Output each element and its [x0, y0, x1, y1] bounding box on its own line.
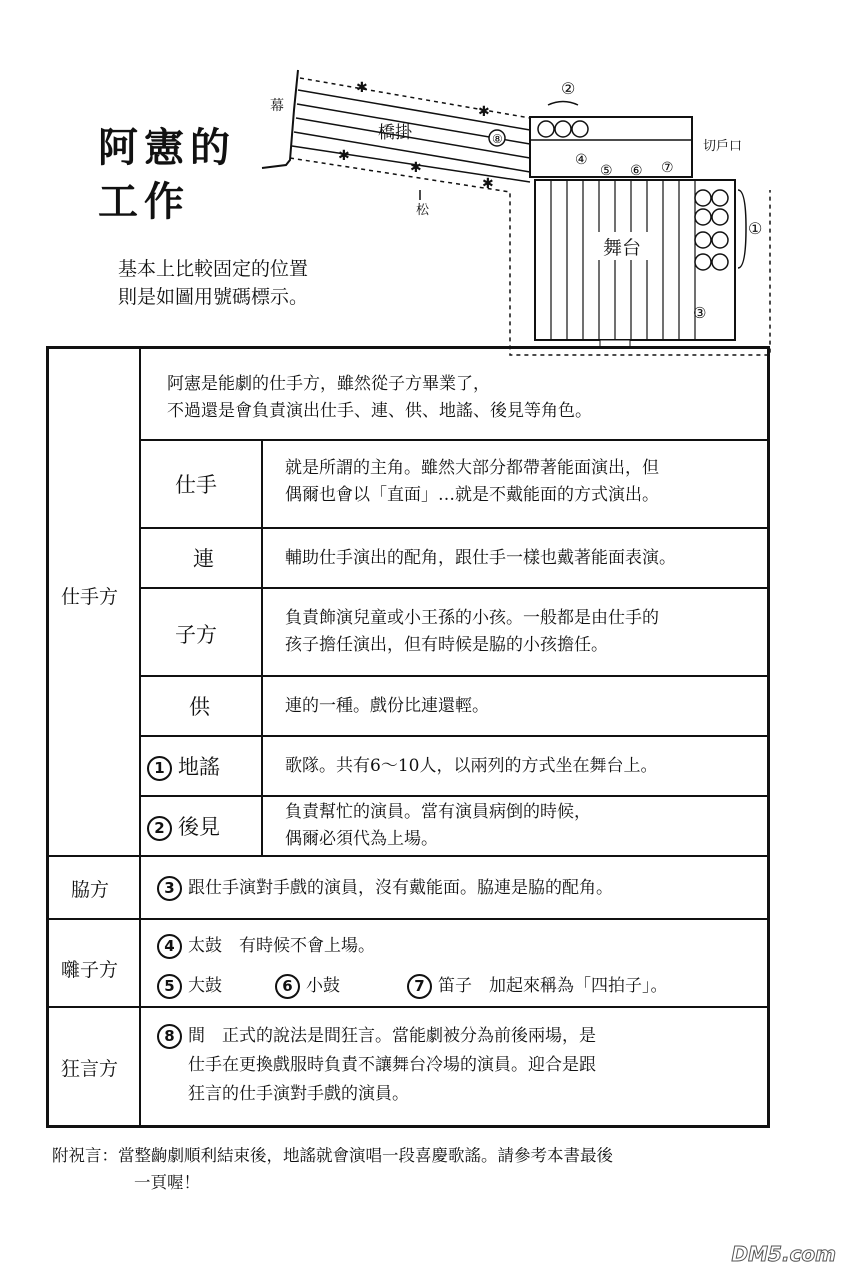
role-kokata-name: 子方 [175, 623, 217, 647]
hayashi-fue: 7 笛子 加起來稱為「四拍子」。 [407, 973, 668, 1000]
group-hayashi-kata: 囃子方 [61, 959, 119, 981]
role-tsure-desc-1: 輔助仕手演出的配角，跟仕手一樣也戴著能面表演。 [285, 548, 676, 568]
role-kokata-desc-2: 孩子擔任演出，但有時候是脇的小孩擔任。 [285, 635, 608, 655]
number-2-icon: 2 [147, 816, 172, 841]
marker-2: ② [561, 79, 576, 98]
marker-5: ⑤ [600, 163, 613, 179]
role-koken-name: 2 後見 [147, 811, 220, 841]
marker-3: ③ [693, 304, 707, 322]
marker-4: ④ [575, 152, 588, 168]
svg-text:✱: ✱ [478, 104, 490, 120]
hayashi-kotsuzumi: 6 小鼓 [275, 973, 340, 1000]
svg-text:✱: ✱ [410, 160, 422, 176]
marker-7: ⑦ [661, 160, 674, 176]
roles-table [46, 346, 770, 1128]
footer-line-1: 附祝言：當整齣劇順利結束後，地謠就會演唱一段喜慶歌謠。請參考本書最後 [52, 1146, 613, 1165]
intro-line-2: 不過還是會負責演出仕手、連、供、地謠、後見等角色。 [167, 401, 592, 421]
stage-diagram [0, 0, 850, 370]
number-8-icon: 8 [157, 1024, 182, 1049]
stage-label: 舞台 [603, 237, 642, 259]
hayashi-otsuzumi: 5 大鼓 [157, 973, 222, 1000]
role-jiutai-name: 1 地謠 [147, 751, 220, 781]
role-tomo-name: 供 [189, 695, 210, 719]
role-koken-desc-2: 偶爾必須代為上場。 [285, 829, 438, 849]
title-line-2: 工作 [98, 178, 190, 225]
group-kyogen-kata: 狂言方 [61, 1058, 119, 1080]
pine-label: 松 [416, 203, 430, 218]
number-4-icon: 4 [157, 934, 182, 959]
title-line-1: 阿憲的 [98, 124, 236, 171]
kyogen-line-3: 狂言的仕手演對手戲的演員。 [188, 1084, 409, 1104]
hayashi-taiko: 4 太鼓 有時候不會上場。 [157, 933, 375, 960]
number-3-icon: 3 [157, 876, 182, 901]
subtitle-line-1: 基本上比較固定的位置 [118, 258, 309, 280]
role-shite-name: 仕手 [175, 473, 217, 497]
group-waki-kata: 脇方 [71, 879, 110, 901]
group-shite-kata: 仕手方 [61, 586, 119, 608]
role-shite-desc-2: 偶爾也會以「直面」…就是不戴能面的方式演出。 [285, 485, 659, 505]
role-shite-desc-1: 就是所謂的主角。雖然大部分都帶著能面演出，但 [285, 458, 659, 478]
svg-text:✱: ✱ [356, 80, 368, 96]
intro-line-1: 阿憲是能劇的仕手方，雖然從子方畢業了， [167, 374, 490, 394]
bridge-label: 橋掛 [378, 123, 412, 143]
marker-1: ① [748, 219, 763, 238]
role-koken-desc-1: 負責幫忙的演員。當有演員病倒的時候， [285, 802, 591, 822]
number-5-icon: 5 [157, 974, 182, 999]
role-kokata-desc-1: 負責飾演兒童或小王孫的小孩。一般都是由仕手的 [285, 608, 659, 628]
svg-text:✱: ✱ [338, 148, 350, 164]
number-6-icon: 6 [275, 974, 300, 999]
role-jiutai-desc-1: 歌隊。共有6～10人，以兩列的方式坐在舞台上。 [285, 756, 658, 776]
svg-text:✱: ✱ [482, 176, 494, 192]
role-tsure-name: 連 [193, 547, 214, 571]
number-7-icon: 7 [407, 974, 432, 999]
curtain-label: 幕 [270, 98, 284, 114]
watermark-logo: DM5.com [731, 1242, 836, 1266]
number-1-icon: 1 [147, 756, 172, 781]
kyogen-line-1: 8 間 正式的說法是間狂言。當能劇被分為前後兩場，是 [157, 1023, 596, 1050]
footer-line-2: 一頁喔！ [134, 1173, 200, 1192]
subtitle-line-2: 則是如圖用號碼標示。 [118, 286, 309, 308]
kyogen-line-2: 仕手在更換戲服時負責不讓舞台冷場的演員。迎合是跟 [188, 1055, 596, 1075]
marker-8: ⑧ [492, 132, 503, 146]
role-tomo-desc-1: 連的一種。戲份比連還輕。 [285, 696, 489, 716]
waki-text: 3 跟仕手演對手戲的演員，沒有戴能面。脇連是脇的配角。 [157, 875, 613, 902]
door-label: 切戶口 [703, 139, 743, 154]
marker-6: ⑥ [630, 163, 643, 179]
